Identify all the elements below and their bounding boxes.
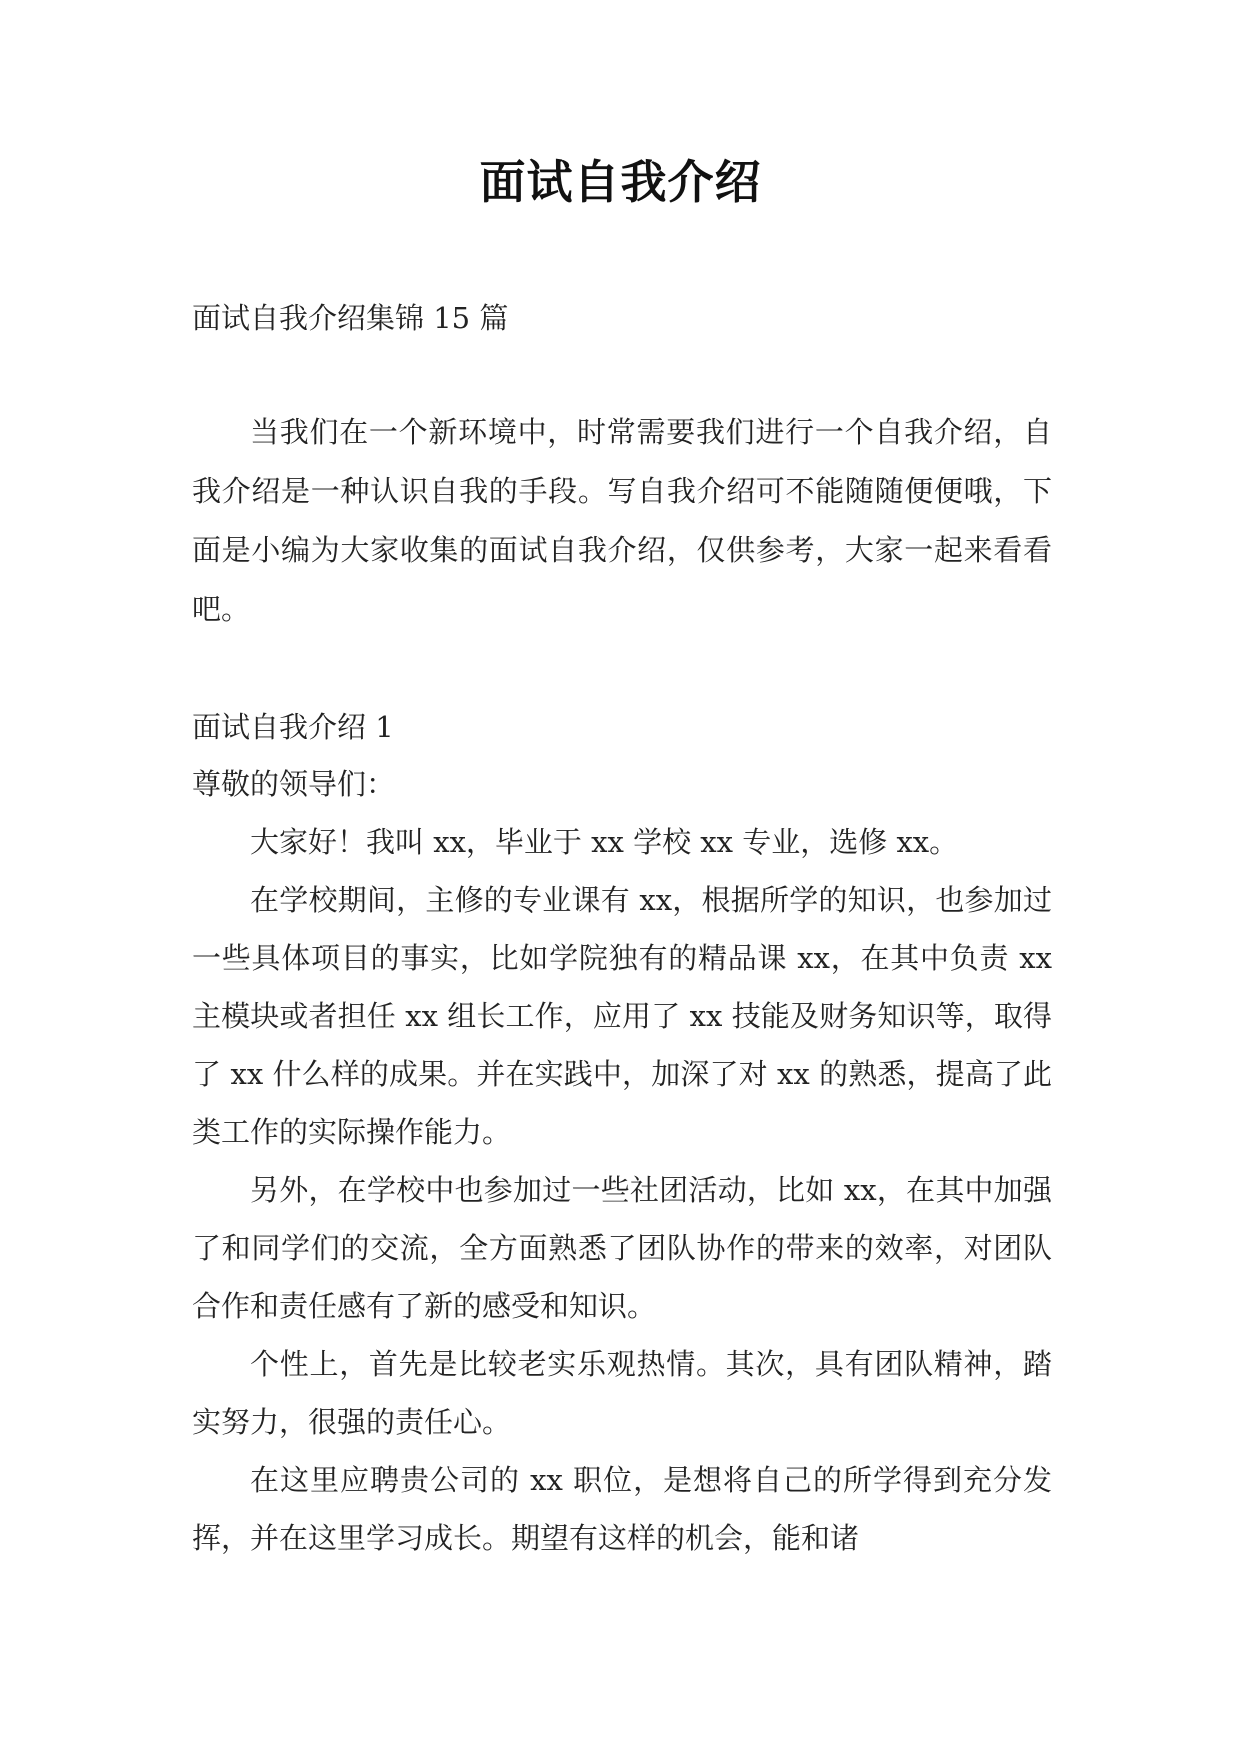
section-heading: 面试自我介绍 1 (192, 710, 394, 744)
intro-paragraph: 当我们在一个新环境中，时常需要我们进行一个自我介绍，自我介绍是一种认识自我的手段。写自我介绍可不能随随便便哦，下面是小编为大家收集的面试自我介绍，仅供参考，大家一起来看看吧。 (192, 415, 1052, 626)
document-title: 面试自我介绍 (479, 155, 762, 209)
body-paragraph: 在这里应聘贵公司的 xx 职位，是想将自己的所学得到充分发挥，并在这里学习成长。期望有这样的机会，能和诸 (192, 1463, 1052, 1555)
body-paragraph: 个性上，首先是比较老实乐观热情。其次，具有团队精神，踏实努力，很强的责任心。 (192, 1347, 1052, 1439)
salutation: 尊敬的领导们： (192, 767, 396, 801)
section-1 (192, 699, 1052, 1567)
body-paragraph: 大家好！我叫 xx，毕业于 xx 学校 xx 专业，选修 xx。 (250, 825, 959, 859)
body-paragraph: 在学校期间，主修的专业课有 xx，根据所学的知识，也参加过一些具体项目的事实，比如学院独有的精品课 xx，在其中负责 xx 主模块或者担任 xx 组长工作，应用了 xx 技能及财务知识等，取得了 xx 什么样的成果。并在实践中，加深了对 xx 的熟悉，提高了此类工作的实际操作能力。 (192, 883, 1052, 1149)
body-paragraph: 另外，在学校中也参加过一些社团活动，比如 xx，在其中加强了和同学们的交流，全方面熟悉了团队协作的带来的效率，对团队合作和责任感有了新的感受和知识。 (192, 1173, 1052, 1323)
intro-section (192, 403, 1052, 639)
document-subtitle: 面试自我介绍集锦 15 篇 (192, 301, 509, 335)
